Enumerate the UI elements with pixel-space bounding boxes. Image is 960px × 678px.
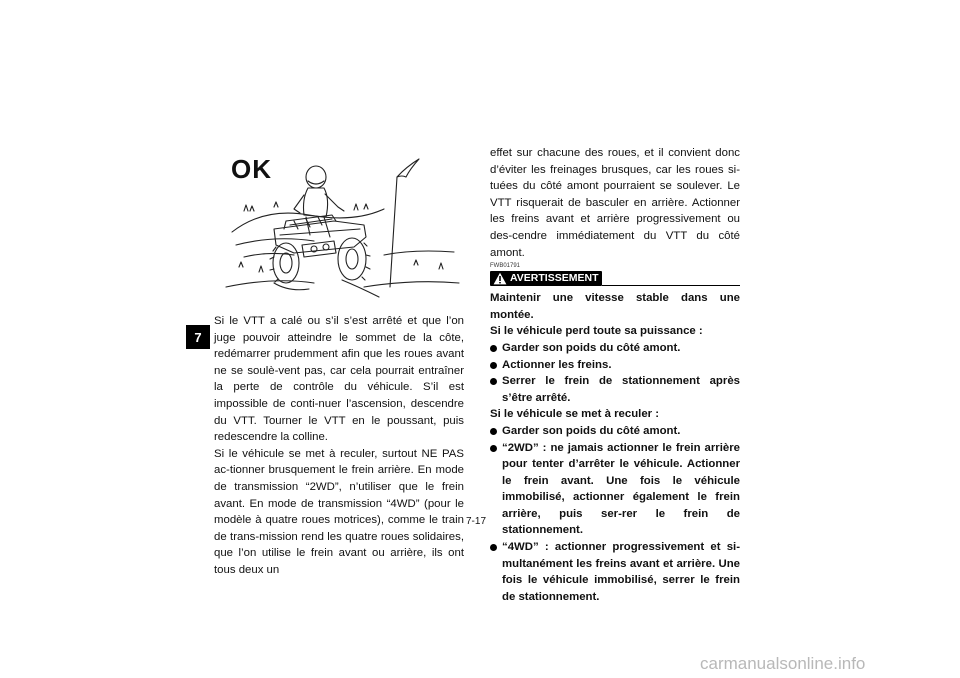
list-item: [490, 440, 740, 540]
right-column: [490, 145, 740, 605]
chapter-tab: 7: [186, 325, 210, 349]
list-item: [490, 357, 740, 374]
list-item-text: “2WD” : ne jamais actionner le frein arrière pour tenter d’arrêter le véhicule. Actionner le frein avant. Une fois le véhicule immobilisé, actionner également le frein arrière, puis ser-rer le frein de stationnement.: [502, 441, 740, 537]
ok-label: OK: [231, 154, 272, 184]
list-item: [490, 340, 740, 357]
list-item: [490, 423, 740, 440]
list-item-text: Actionner les freins.: [502, 358, 612, 371]
left-column: [214, 137, 464, 579]
warning-label: AVERTISSEMENT: [510, 272, 599, 285]
warning-line-rolling-back: Si le véhicule se met à reculer :: [490, 408, 660, 421]
warning-label-box: [490, 271, 602, 286]
bullet-icon: [490, 544, 497, 551]
bullet-icon: [490, 428, 497, 435]
paragraph-rolling-back: Si le véhicule se met à reculer, surtout NE PAS ac-tionner brusquement le frein arrière. En mode de transmission “2WD”, n’utiliser que le frein avant. En mode de transmission “4WD” (pour le modèle à quatre roues motrices), comme le train de trans-mission rend les quatre roues solidaires, que l’on utilise le frein avant ou arrière, ils ont tous deux un: [214, 447, 464, 576]
watermark: carmanualsonline.info: [700, 654, 866, 673]
atv-hill-climb-illustration: [214, 137, 464, 307]
list-item-text: Garder son poids du côté amont.: [502, 424, 681, 437]
list-item-text: “4WD” : actionner progressivement et si-multanément les freins avant et arrière. Une fois le véhicule immobilisé, serrer le frein de stationnement.: [502, 541, 740, 603]
warning-line-power-loss: Si le véhicule perd toute sa puissance :: [490, 325, 703, 338]
bullet-icon: [490, 378, 497, 385]
bullet-icon: [490, 445, 497, 452]
warning-header: [490, 270, 740, 286]
list-item-text: Serrer le frein de stationnement après s’être arrêté.: [502, 375, 740, 404]
list-item: [490, 539, 740, 605]
page-number: 7-17: [466, 516, 487, 527]
list-item: [490, 373, 740, 406]
warning-triangle-icon: [493, 272, 507, 285]
warning-line-speed: Maintenir une vitesse stable dans une montée.: [490, 292, 740, 321]
bullet-icon: [490, 362, 497, 369]
warning-code: FWB01791: [490, 263, 521, 270]
paragraph-stall-restart: Si le VTT a calé ou s’il s’est arrêté et que l’on juge pouvoir atteindre le sommet de la côte, redémarrer prudemment afin que les roues avant ne se soulè-vent pas, car cela pourrait entraîner la perte de contrôle du véhicule. S’il est impossible de conti-nuer l’ascension, descendre du VTT. Tourner le VTT en le poussant, puis redescendre la colline.: [214, 315, 464, 444]
paragraph-brake-effect: effet sur chacune des roues, et il convient donc d’éviter les freinages brusques, car les roues si-tuées du côté amont pourraient se soulever. Le VTT risquerait de basculer en arrière. Actionner les freins avant et arrière progressivement ou des-cendre immédiatement du VTT du côté amont.: [490, 147, 740, 259]
bullet-icon: [490, 345, 497, 352]
warning-rule: [602, 271, 740, 286]
list-item-text: Garder son poids du côté amont.: [502, 341, 681, 354]
